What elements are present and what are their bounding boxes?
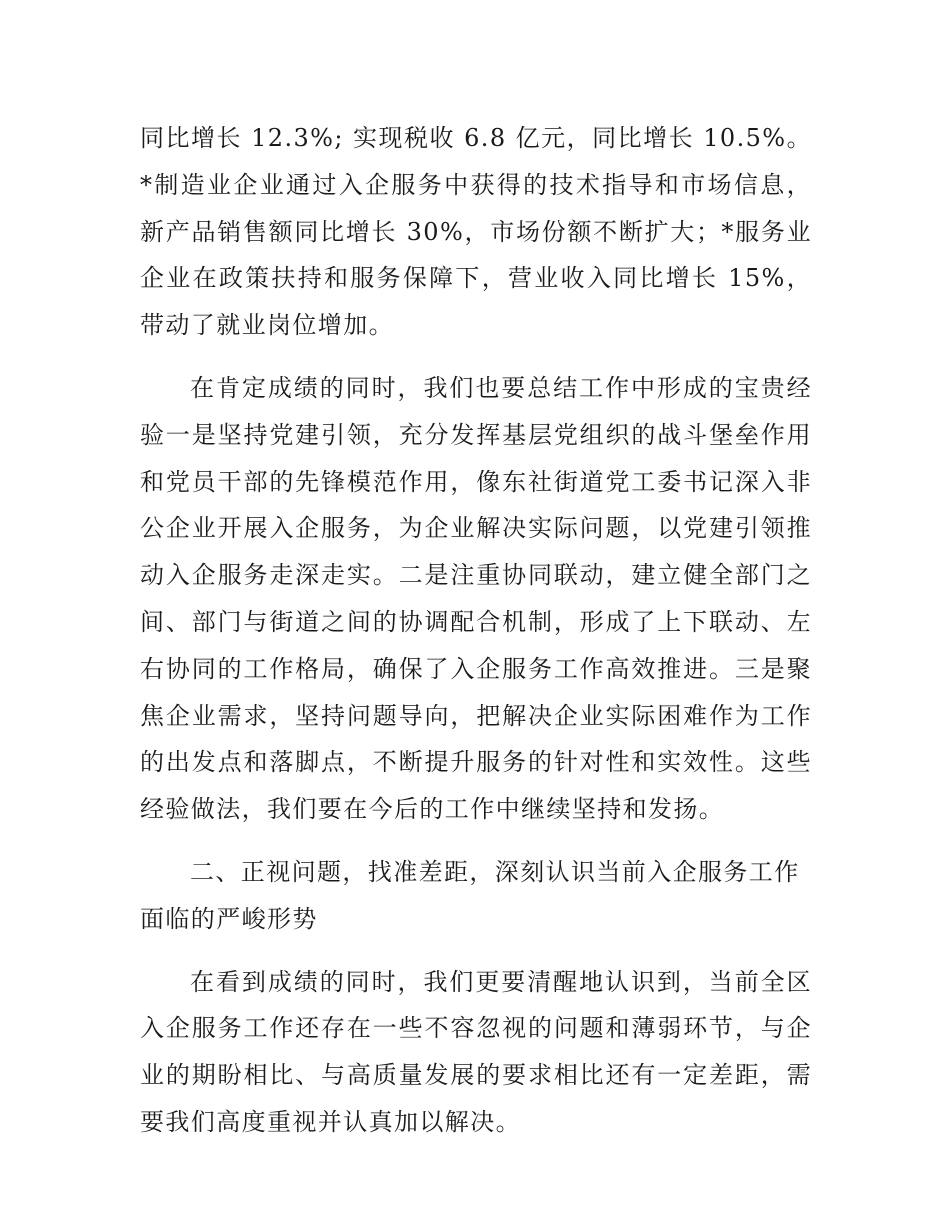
section-heading: 二、正视问题，找准差距，深刻认识当前入企服务工作面临的严峻形势 — [140, 857, 800, 933]
paragraph-problems-intro: 在看到成绩的同时，我们更要清醒地认识到，当前全区入企服务工作还存在一些不容忽视的问题和薄弱环节，与企业的期盼相比、与高质量发展的要求相比还有一定差距，需要我们高度重视并认真加以解决。 — [140, 967, 812, 1136]
paragraph-growth-stats: 同比增长 12.3%; 实现税收 6.8 亿元，同比增长 10.5%。*制造业企业通过入企服务中获得的技术指导和市场信息，新产品销售额同比增长 30%，市场份额不断扩大；*服务业企业在政策扶持和服务保障下，营业收入同比增长 15%，带动了就业岗位增加。 — [140, 124, 812, 340]
document-body — [140, 115, 812, 1162]
paragraph-experience-summary: 在肯定成绩的同时，我们也要总结工作中形成的宝贵经验一是坚持党建引领，充分发挥基层党组织的战斗堡垒作用和党员干部的先锋模范作用，像东社街道党工委书记深入非公企业开展入企服务，为企业解决实际问题，以党建引领推动入企服务走深走实。二是注重协同联动，建立健全部门之间、部门与街道之间的协调配合机制，形成了上下联动、左右协同的工作格局，确保了入企服务工作高效推进。三是聚焦企业需求，坚持问题导向，把解决企业实际困难作为工作的出发点和落脚点，不断提升服务的针对性和实效性。这些经验做法，我们要在今后的工作中继续坚持和发扬。 — [140, 373, 812, 824]
